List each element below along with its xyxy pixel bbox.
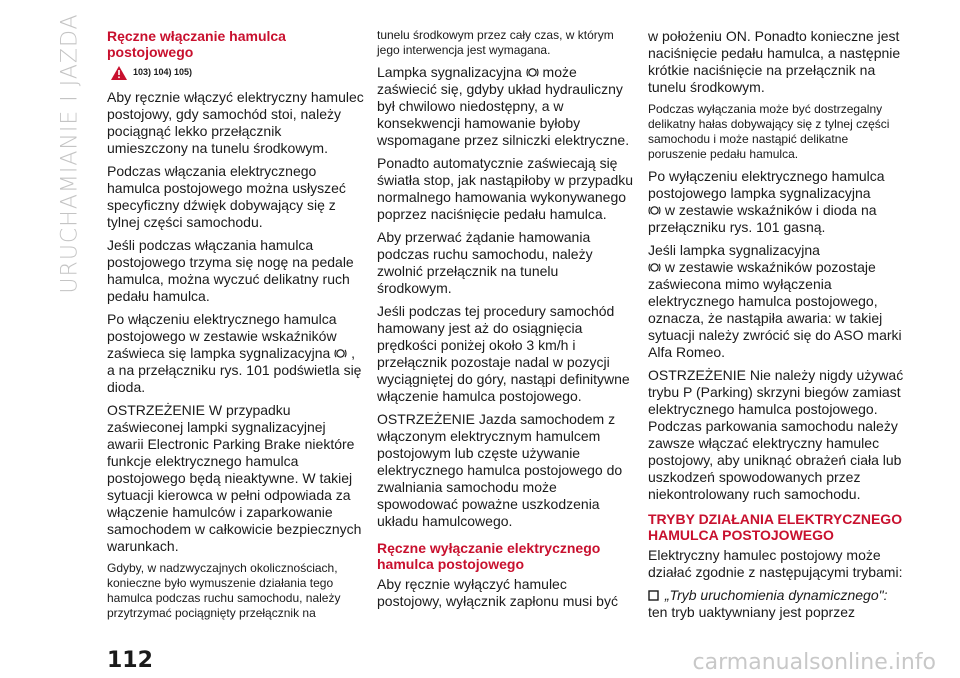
warning-triangle-icon	[111, 66, 127, 80]
paragraph: Gdyby, w nadzwyczajnych okolicznościach, konieczne było wymuszenie działania tego hamulca podczas ruchu samochodu, należy przytrzymać pociągnięty przełącznik na	[107, 561, 341, 620]
paragraph: Ponadto automatycznie zaświecają się światła stop, jak nastąpiłoby w przypadku normalnego hamowania wykonywanego poprzez naciśnięcie pedału hamulca.	[377, 155, 634, 222]
side-section-title	[50, 12, 90, 294]
page-number: 112	[107, 648, 153, 673]
paragraph: Jeśli podczas włączania hamulca postojowego trzyma się nogę na pedale hamulca, można wyczuć delikatny ruch pedału hamulca.	[107, 237, 354, 304]
paragraph: tunelu środkowym przez cały czas, w którym jego interwencja jest wymagana.	[377, 28, 614, 57]
paragraph-text: Po wyłączeniu elektrycznego hamulca postojowego lampka sygnalizacyjna	[648, 168, 885, 201]
paragraph	[377, 64, 635, 149]
list-item	[648, 587, 906, 604]
paragraph-text: Lampka sygnalizacyjna	[377, 64, 522, 80]
parking-brake-lamp-icon	[526, 67, 539, 78]
checkbox-icon	[648, 590, 661, 601]
warning-paragraph: OSTRZEŻENIE Jazda samochodem z włączonym elektrycznym hamulcem postojowym lub częste używanie elektrycznego hamulca postojowego do zwalniania samochodu może spowodować poważne uszkodzenia układu hamulcowego.	[377, 411, 623, 529]
paragraph-text: może zaświecić się, gdyby układ hydrauliczny był chwilowo niedostępny, a w konsekwencji hamowanie byłoby wspomagane przez silniczki elektryczne.	[377, 64, 630, 148]
paragraph-text: Jeśli lampka sygnalizacyjna	[648, 242, 820, 258]
parking-brake-lamp-icon	[648, 262, 661, 273]
paragraph-text: w zestawie wskaźników pozostaje zaświecona mimo wyłączenia elektrycznego hamulca postojowego, oznacza, że nastąpiła awaria: w takiej sytuacji należy zwrócić się do ASO marki Alfa Romeo.	[648, 259, 902, 360]
paragraph: Aby ręcznie wyłączyć hamulec postojowy, wyłącznik zapłonu musi być	[377, 576, 618, 609]
column-2	[377, 28, 635, 616]
warning-paragraph: OSTRZEŻENIE W przypadku zaświeconej lampki sygnalizacyjnej awarii Electronic Parking Brake niektóre funkcje elektrycznego hamulca postojowego będą nieaktywne. W takiej sytuacji kierowca w pełni odpowiada za włączenie hamulców i zaparkowanie samochodem w całkowicie bezpiecznych warunkach.	[107, 402, 362, 554]
paragraph: w położeniu ON. Ponadto konieczne jest naciśnięcie pedału hamulca, a następnie krótkie naciśnięcie na przełącznik na tunelu środkowym.	[648, 28, 901, 95]
paragraph-text: w zestawie wskaźników i dioda na przełączniku rys. 101 gasną.	[648, 202, 877, 235]
section-heading-modes: TRYBY DZIAŁANIA ELEKTRYCZNEGO HAMULCA POSTOJOWEGO	[648, 511, 903, 543]
warning-refs	[111, 64, 365, 81]
list-item-label: „Tryb uruchomienia dynamicznego":	[664, 587, 888, 603]
paragraph	[107, 311, 365, 396]
watermark: carmanualsonline.info	[692, 650, 936, 675]
column-1	[107, 28, 365, 627]
warning-refs-text: 103) 104) 105)	[133, 67, 193, 77]
warning-paragraph: OSTRZEŻENIE Nie należy nigdy używać trybu P (Parking) skrzyni biegów zamiast elektrycznego hamulca postojowego. Podczas parkowania samochodu należy zawsze włączać elektryczny hamulec postojowy, aby uniknąć obrażeń ciała lub uszkodzeń spowodowanych przez niekontrolowany ruch samochodu.	[648, 367, 904, 502]
side-section-title-text: URUCHAMIANIE I JAZDA	[57, 12, 83, 294]
paragraph-text: Po włączeniu elektrycznego hamulca postojowego w zestawie wskaźników zaświeca się lampka sygnalizacyjna	[107, 311, 337, 361]
paragraph-text: , a na przełączniku rys. 101 podświetla się dioda.	[107, 345, 362, 395]
paragraph: Podczas wyłączania może być dostrzegalny delikatny hałas dobywający się z tylnej części samochodu i może nastąpić delikatne poruszenie pedału hamulca.	[648, 102, 890, 161]
column-3	[648, 28, 906, 627]
paragraph	[648, 242, 906, 361]
paragraph: ten tryb uaktywniany jest poprzez	[648, 604, 855, 620]
section-heading-manual-engage: Ręczne włączanie hamulca postojowego	[107, 28, 286, 60]
paragraph: Aby przerwać żądanie hamowania podczas ruchu samochodu, należy zwolnić przełącznik na tunelu środkowym.	[377, 229, 593, 296]
section-heading-manual-disengage: Ręczne wyłączanie elektrycznego hamulca postojowego	[377, 540, 601, 572]
paragraph: Jeśli podczas tej procedury samochód hamowany jest aż do osiągnięcia prędkości poniżej około 3 km/h i przełącznik pozostaje nadal w pozycji wyciągniętej do góry, nastąpi definitywne włączenie hamulca postojowego.	[377, 303, 630, 404]
parking-brake-lamp-icon	[648, 205, 661, 216]
paragraph: Podczas włączania elektrycznego hamulca postojowego można usłyszeć specyficzny dźwięk dobywający się z tylnej części samochodu.	[107, 163, 346, 230]
parking-brake-lamp-icon	[334, 348, 347, 359]
paragraph: Aby ręcznie włączyć elektryczny hamulec postojowy, gdy samochód stoi, należy pociągnąć lekko przełącznik umieszczony na tunelu środkowym.	[107, 89, 364, 156]
paragraph	[648, 168, 906, 236]
paragraph: Elektryczny hamulec postojowy może działać zgodnie z następującymi trybami:	[648, 547, 903, 580]
